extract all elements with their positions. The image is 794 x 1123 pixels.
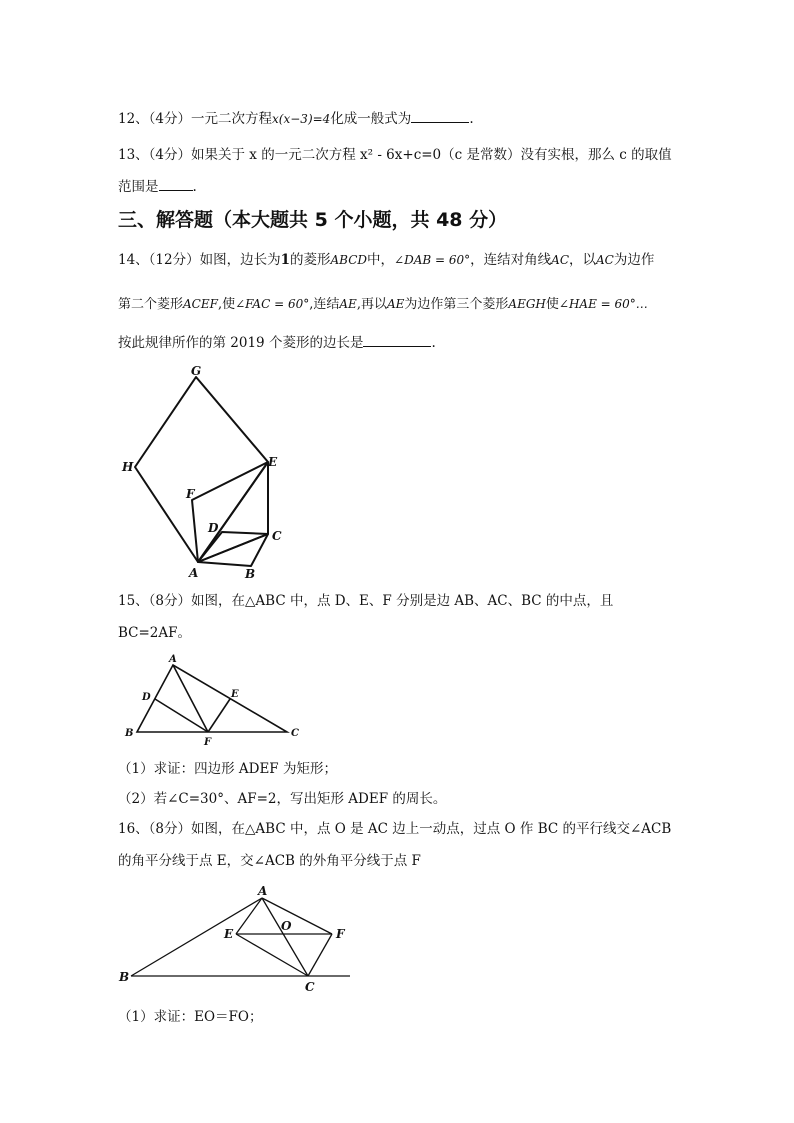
question-15-part1: （1）求证：四边形 ADEF 为矩形； xyxy=(118,761,337,777)
q14-ac: AC xyxy=(551,253,570,267)
q14-text: 的菱形 xyxy=(290,252,331,268)
q12-equation: x(x−3)=4 xyxy=(272,112,331,126)
question-12 xyxy=(118,108,474,129)
label-b: B xyxy=(125,728,134,739)
diagonal-ac xyxy=(198,534,268,562)
question-15-line1: 15、（8分）如图，在△ABC 中，点 D、E、F 分别是边 AB、AC、BC 的中点，且 xyxy=(118,593,614,609)
segment-cf xyxy=(308,934,332,976)
section-3-heading: 三、解答题（本大题共 5 个小题，共 48 分） xyxy=(118,209,508,231)
q12-suffix: 化成一般式为 xyxy=(330,111,412,127)
segment-ae xyxy=(236,898,262,934)
q14-one: 1 xyxy=(280,252,291,268)
q13-line2-prefix: 范围是 xyxy=(118,179,159,195)
segment-ac xyxy=(262,898,308,976)
q14-text: 中， xyxy=(367,252,395,268)
question-16-line1: 16、（8分）如图，在△ABC 中，点 O 是 AC 边上一动点，过点 O 作 BC 的平行线交∠ACB xyxy=(118,821,672,837)
q13-answer-blank xyxy=(159,176,193,191)
q14-line3-prefix: 按此规律所作的第 2019 个菱形的边长是 xyxy=(118,335,364,351)
q14-text: ,再以 xyxy=(356,297,387,312)
label-o: O xyxy=(281,919,292,933)
label-h: H xyxy=(122,460,134,474)
q12-end: . xyxy=(469,111,474,127)
question-16-part1: （1）求证：EO＝FO； xyxy=(118,1009,263,1025)
label-d: D xyxy=(208,521,219,535)
segment-ce xyxy=(236,934,308,976)
segment-df xyxy=(155,699,208,732)
q14-text: ,使 xyxy=(217,297,236,312)
segment-ab xyxy=(131,898,262,976)
label-a: A xyxy=(258,884,268,898)
q14-ac: AC xyxy=(596,253,614,267)
label-b: B xyxy=(245,567,256,581)
q14-end: . xyxy=(431,335,436,351)
label-f: F xyxy=(186,487,195,501)
q14-angle-fac: ∠FAC = 60° xyxy=(235,297,310,311)
label-a: A xyxy=(169,654,177,665)
label-c: C xyxy=(272,529,282,543)
q14-ae: AE xyxy=(386,297,405,311)
q14-text: 为边作第三个菱形 xyxy=(404,297,509,312)
q14-abcd: ABCD xyxy=(330,253,368,267)
rhombus-aegh xyxy=(135,377,268,562)
segment-af xyxy=(173,665,208,732)
q14-text: ，连结对角线 xyxy=(470,252,552,268)
q14-angle-hae: ∠HAE = 60°… xyxy=(558,297,648,311)
question-13-line2 xyxy=(118,176,197,197)
q14-text: 第二个菱形 xyxy=(118,297,184,312)
q13-end: . xyxy=(192,179,197,195)
label-c: C xyxy=(305,980,315,994)
label-f: F xyxy=(204,737,212,748)
q14-answer-blank xyxy=(363,332,431,347)
q14-text: 使 xyxy=(545,297,559,312)
label-d: D xyxy=(142,692,151,703)
question-13-line1: 13、（4分）如果关于 x 的一元二次方程 x² - 6x+c=0（c 是常数）没有实根，那么 c 的取值 xyxy=(118,147,672,163)
q14-text: 为边作 xyxy=(613,252,655,268)
q12-prefix: 12、（4分）一元二次方程 xyxy=(118,111,273,127)
question-16-line2: 的角平分线于点 E，交∠ACB 的外角平分线于点 F xyxy=(118,853,421,869)
segment-ef xyxy=(208,699,230,732)
q14-ae: AE xyxy=(339,297,357,311)
label-e: E xyxy=(231,689,239,700)
diagonal-ae xyxy=(198,462,268,562)
label-g: G xyxy=(191,364,202,378)
label-b: B xyxy=(119,970,130,984)
question-14-line1 xyxy=(118,250,654,270)
q14-aegh: AEGH xyxy=(508,297,546,311)
segment-af xyxy=(262,898,332,934)
label-e: E xyxy=(224,927,234,941)
question-14-line3 xyxy=(118,332,436,353)
q14-acef: ACEF xyxy=(183,297,218,311)
q14-text: ，以 xyxy=(569,252,597,268)
q12-answer-blank xyxy=(411,108,469,123)
q14-text: 14、（12分）如图，边长为 xyxy=(118,252,281,268)
question-15-part2: （2）若∠C=30°、AF=2，写出矩形 ADEF 的周长。 xyxy=(118,791,447,807)
rhombus-acef xyxy=(192,462,268,562)
q14-angle-dab: ∠DAB = 60° xyxy=(394,253,471,267)
triangle-abc xyxy=(137,665,287,732)
q14-text: ,连结 xyxy=(309,297,340,312)
label-a: A xyxy=(189,566,199,580)
rhombus-abcd xyxy=(198,532,268,566)
question-15-line2: BC=2AF。 xyxy=(118,625,192,641)
label-f: F xyxy=(336,927,345,941)
label-c: C xyxy=(291,728,299,739)
question-14-line2 xyxy=(118,294,648,315)
label-e: E xyxy=(268,455,278,469)
